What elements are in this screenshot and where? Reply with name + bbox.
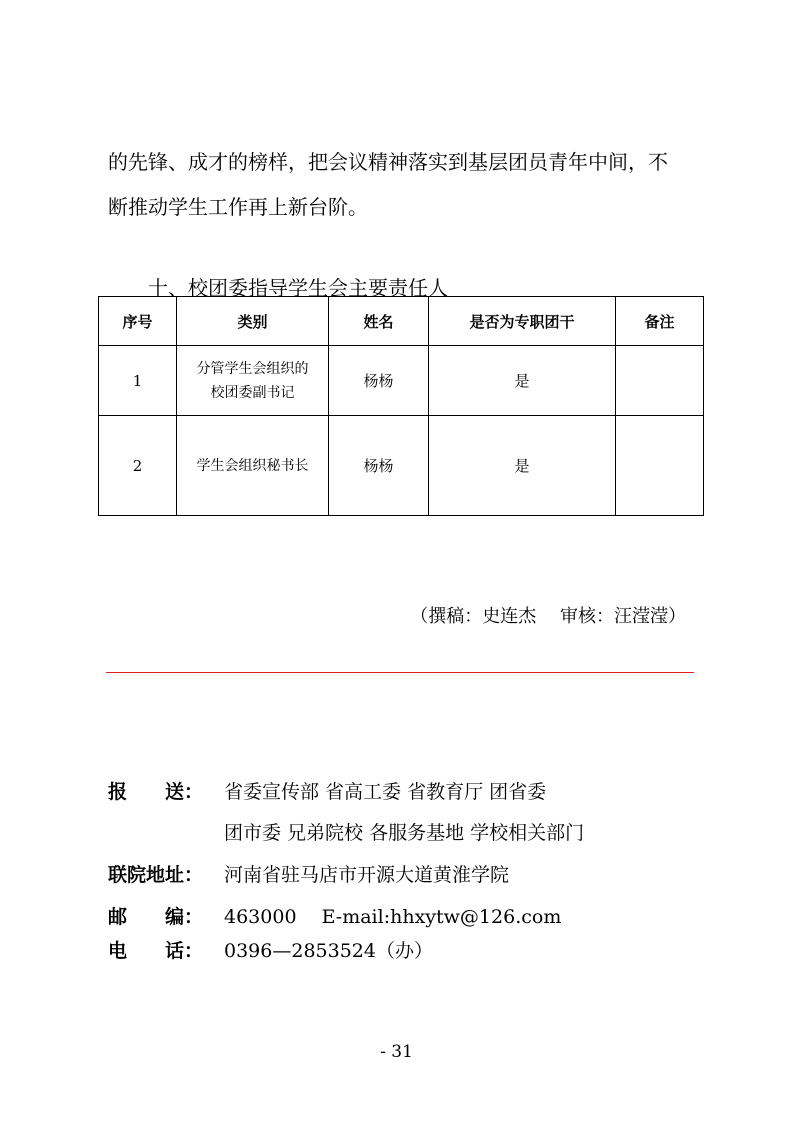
cell-name: 杨杨 xyxy=(329,346,429,416)
header-name: 姓名 xyxy=(329,297,429,346)
cell-note xyxy=(616,346,704,416)
send-line-1: 省委宣传部 省高工委 省教育厅 团省委 xyxy=(224,781,547,803)
author-credit: （撰稿：史连杰 审核：汪滢滢） xyxy=(410,606,686,627)
send-label: 报 送： xyxy=(108,781,204,803)
header-category: 类别 xyxy=(177,297,329,346)
table-row xyxy=(99,416,704,516)
cell-category xyxy=(177,416,329,516)
cell-category-line: 分管学生会组织的 xyxy=(196,360,309,377)
send-line-2: 团市委 兄弟院校 各服务基地 学校相关部门 xyxy=(224,822,585,844)
cell-category-line: 学生会组织秘书长 xyxy=(196,457,309,474)
responsible-persons-table xyxy=(98,296,704,516)
address-label: 联院地址： xyxy=(108,864,204,886)
paragraph-line-1: 的先锋、成才的榜样，把会议精神落实到基层团员青年中间，不 xyxy=(108,150,668,174)
header-fulltime: 是否为专职团干 xyxy=(429,297,616,346)
cell-no: 1 xyxy=(99,346,177,416)
postcode-label: 邮 编： xyxy=(108,906,204,928)
phone-value: 0396—2853524（办） xyxy=(224,940,433,962)
phone-label: 电 话： xyxy=(108,940,204,962)
section-title: 十、校团委指导学生会主要责任人 xyxy=(148,276,448,300)
table-row xyxy=(99,346,704,416)
header-note: 备注 xyxy=(616,297,704,346)
cell-no: 2 xyxy=(99,416,177,516)
page-number: - 31 xyxy=(380,1042,413,1062)
postcode-email-value: 463000 E-mail:hhxytw@126.com xyxy=(224,906,562,928)
header-no: 序号 xyxy=(99,297,177,346)
cell-fulltime: 是 xyxy=(429,346,616,416)
cell-name: 杨杨 xyxy=(329,416,429,516)
cell-fulltime: 是 xyxy=(429,416,616,516)
cell-category xyxy=(177,346,329,416)
red-divider xyxy=(106,672,694,673)
cell-note xyxy=(616,416,704,516)
paragraph-line-2: 断推动学生工作再上新台阶。 xyxy=(108,195,368,219)
address-value: 河南省驻马店市开源大道黄淮学院 xyxy=(224,864,510,886)
cell-category-line: 校团委副书记 xyxy=(210,384,295,401)
table-header-row xyxy=(99,297,704,346)
